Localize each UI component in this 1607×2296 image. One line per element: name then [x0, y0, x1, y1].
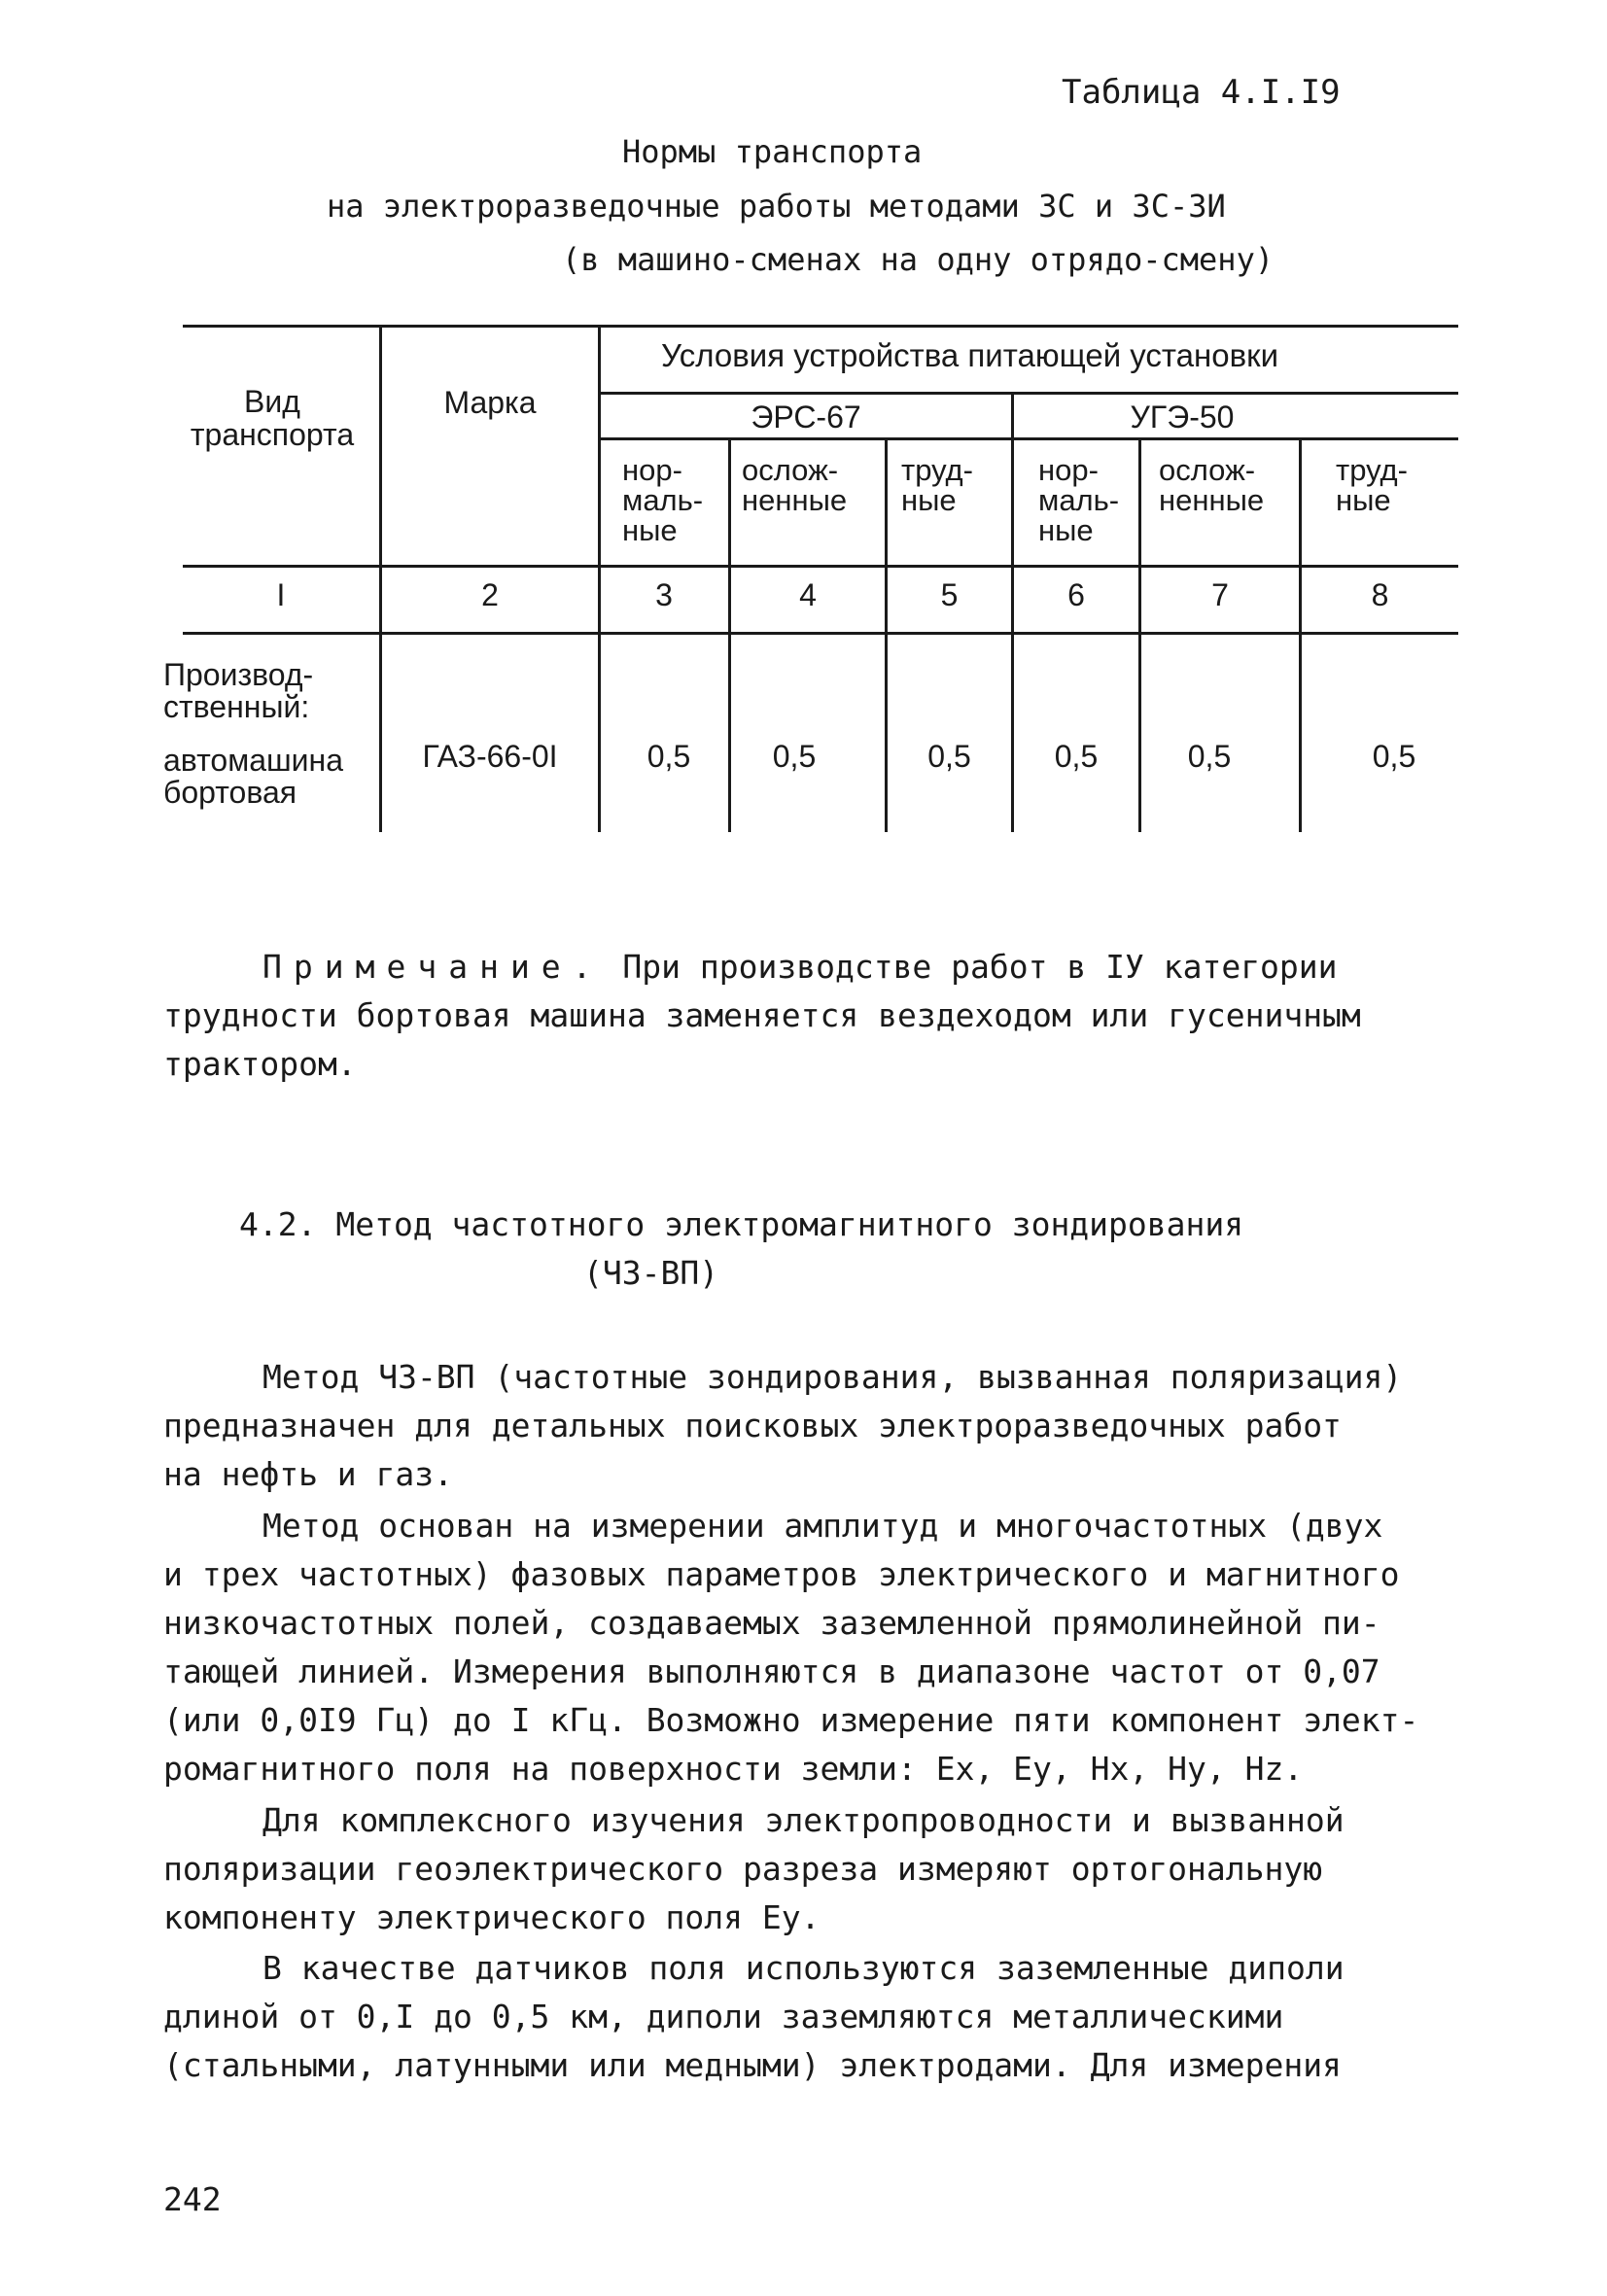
note-label: Примечание.	[262, 948, 604, 986]
table-title-line-1: Нормы транспорта	[622, 133, 923, 170]
header-uge-normal: нор- маль- ные	[1038, 453, 1120, 547]
paragraph-1-line-2: предназначен для детальных поисковых электроразведочных работ	[163, 1407, 1342, 1444]
header-marka: Марка	[443, 385, 537, 420]
header-ers-normal: нор- маль- ные	[622, 453, 704, 547]
paragraph-4-line-1: В качестве датчиков поля используются заземленные диполи	[262, 1949, 1345, 1987]
paragraph-3-line-2: поляризации геоэлектрического разреза измеряют ортогональную	[163, 1850, 1323, 1888]
header-uge-50: УГЭ-50	[1130, 400, 1235, 435]
note-line-1: Примечание. При производстве работ в IУ категории	[262, 948, 1338, 986]
paragraph-4-line-2: длиной от 0,I до 0,5 км, диполи заземляются металлическими	[163, 1998, 1284, 2035]
row-value-6: 0,5	[1054, 739, 1099, 774]
table-number-row-rule	[183, 632, 1458, 635]
table-group-rule	[598, 392, 1458, 395]
table-caption: Таблица 4.I.I9	[1062, 73, 1341, 112]
paragraph-2-line-6: ромагнитного поля на поверхности земли: Ex, Ey, Hx, Hy, Hz.	[163, 1750, 1304, 1788]
header-uge-difficult: труд- ные	[1336, 453, 1408, 517]
col-number-4: 4	[799, 577, 817, 612]
row-value-5: 0,5	[927, 739, 971, 774]
header-vid-transporta: Вид транспорта	[190, 384, 355, 452]
table-top-rule	[183, 325, 1458, 328]
paragraph-2-line-4: тающей линией. Измерения выполняются в диапазоне частот от 0,07	[163, 1652, 1380, 1690]
note-line-3: трактором.	[163, 1045, 357, 1083]
table-header-bottom-rule	[183, 565, 1458, 568]
row-value-3: 0,5	[646, 739, 691, 774]
row-value-8: 0,5	[1372, 739, 1416, 774]
paragraph-3-line-1: Для комплексного изучения электропроводности и вызванной	[262, 1801, 1345, 1839]
col-number-1: I	[276, 577, 286, 612]
note-line-2: трудности бортовая машина заменяется вездеходом или гусеничным	[163, 996, 1361, 1034]
row-value-7: 0,5	[1187, 739, 1232, 774]
paragraph-2-line-1: Метод основан на измерении амплитуд и многочастотных (двух	[262, 1507, 1383, 1545]
table-col-divider-7	[1299, 437, 1302, 832]
page-number: 242	[163, 2180, 222, 2218]
row-value-4: 0,5	[772, 739, 817, 774]
table-title-line-2: на электроразведочные работы методами ЗС и ЗС-ЗИ	[327, 188, 1226, 225]
row-marka: ГАЗ-66-0I	[422, 739, 558, 774]
col-number-7: 7	[1211, 577, 1229, 612]
paragraph-2-line-3: низкочастотных полей, создаваемых заземленной прямолинейной пи-	[163, 1604, 1380, 1642]
row-transport-type: Производ- ственный: автомашина бортовая	[163, 657, 343, 810]
header-ers-difficult: труд- ные	[901, 453, 973, 517]
col-number-8: 8	[1371, 577, 1389, 612]
table-col-divider-4	[885, 437, 888, 832]
paragraph-3-line-3: компоненту электрического поля Ey.	[163, 1898, 821, 1936]
table-title-line-3: (в машино-сменах на одну отрядо-смену)	[562, 241, 1275, 278]
col-number-5: 5	[940, 577, 959, 612]
paragraph-1-line-3: на нефть и газ.	[163, 1455, 454, 1493]
header-uge-complicated: ослож- ненные	[1159, 453, 1265, 517]
header-ers-67: ЭРС-67	[751, 400, 861, 435]
header-conditions: Условия устройства питающей установки	[661, 337, 1279, 373]
header-ers-complicated: ослож- ненные	[742, 453, 848, 517]
paragraph-2-line-5: (или 0,0I9 Гц) до I кГц. Возможно измерение пяти компонент элект-	[163, 1701, 1419, 1739]
col-number-2: 2	[481, 577, 499, 612]
table-col-divider-3	[728, 437, 731, 832]
paragraph-1-line-1: Метод ЧЗ-ВП (частотные зондирования, вызванная поляризация)	[262, 1358, 1403, 1396]
table-subgroup-rule	[598, 437, 1458, 440]
col-number-3: 3	[655, 577, 673, 612]
col-number-6: 6	[1067, 577, 1085, 612]
paragraph-2-line-2: и трех частотных) фазовых параметров электрического и магнитного	[163, 1555, 1400, 1593]
section-heading-line-1: 4.2. Метод частотного электромагнитного зондирования	[239, 1205, 1244, 1243]
table-col-divider-6	[1138, 437, 1141, 832]
paragraph-4-line-3: (стальными, латунными или медными) электродами. Для измерения	[163, 2046, 1342, 2084]
section-heading-line-2: (ЧЗ-ВП)	[583, 1254, 719, 1292]
